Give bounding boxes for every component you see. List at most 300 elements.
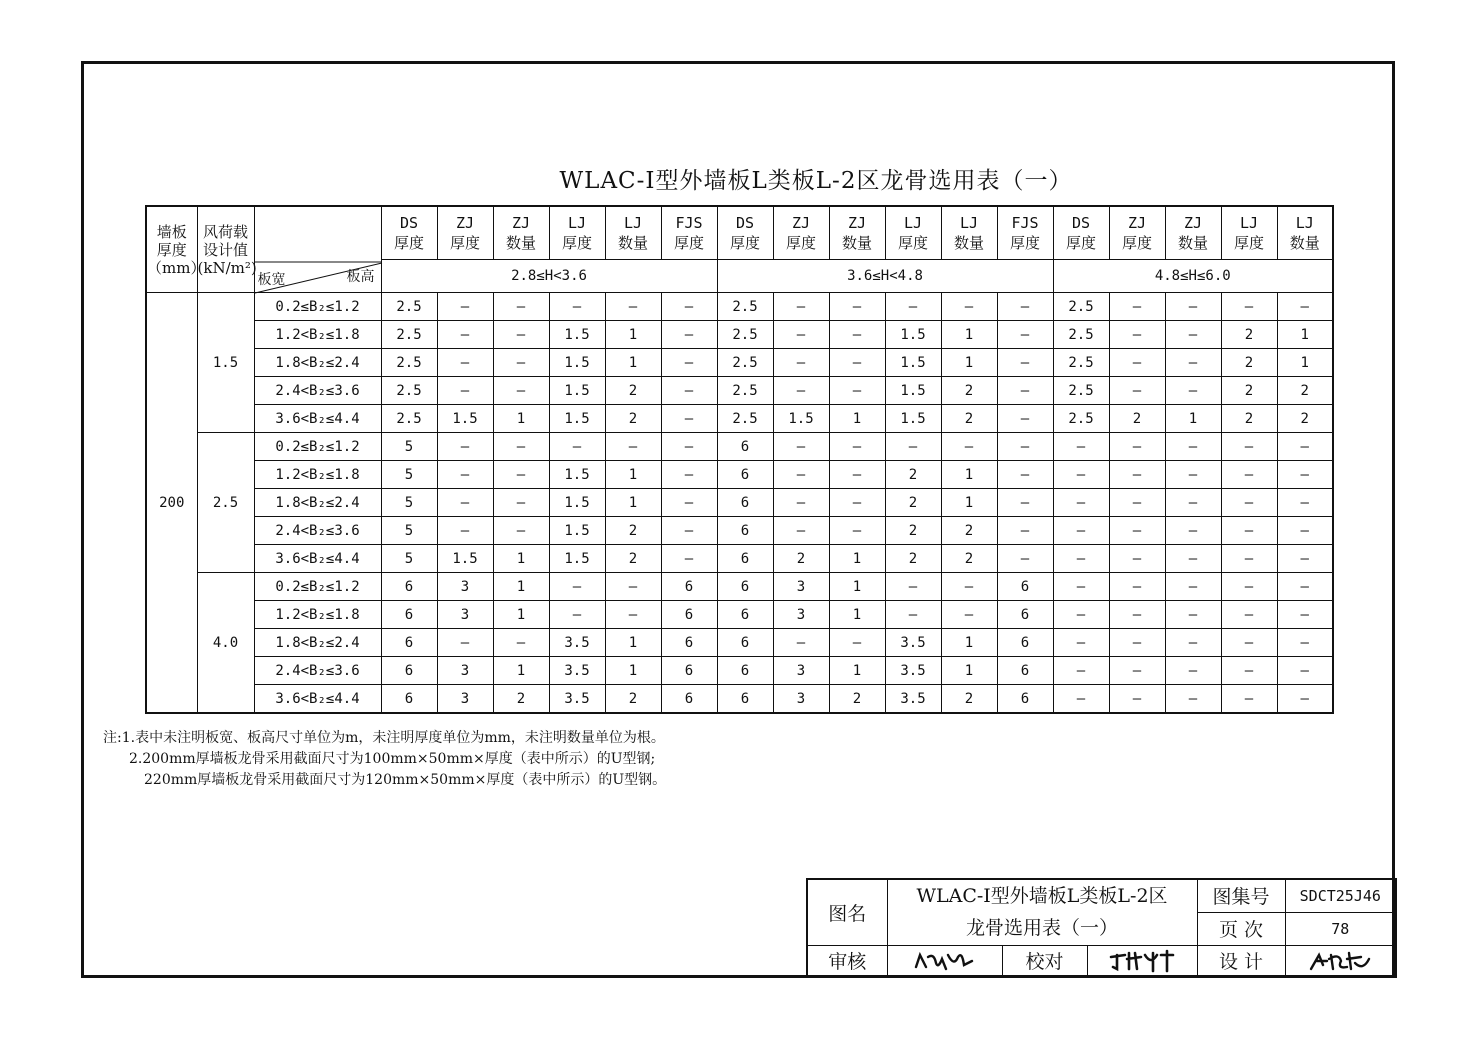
table-cell: 3.5	[885, 657, 941, 685]
column-unit: 数量	[617, 234, 648, 252]
table-cell: —	[661, 517, 717, 545]
table-cell: 2.5	[1053, 377, 1109, 405]
table-cell: —	[829, 377, 885, 405]
table-cell: —	[549, 433, 605, 461]
table-cell: 1.5	[885, 377, 941, 405]
table-cell: 6	[717, 545, 773, 573]
table-cell: —	[941, 433, 997, 461]
table-cell: 2	[1221, 377, 1277, 405]
column-header	[941, 206, 997, 260]
table-cell: 1	[941, 489, 997, 517]
column-unit: 厚度	[1009, 234, 1040, 252]
header-text: 设计值	[202, 240, 248, 259]
table-cell: 1.5	[549, 321, 605, 349]
table-cell: —	[549, 601, 605, 629]
board-width-range: 1.8<B₂≤2.4	[254, 629, 381, 657]
table-row	[146, 685, 1333, 714]
table-cell: —	[773, 461, 829, 489]
table-cell: 3	[437, 685, 493, 714]
column-code: LJ	[959, 214, 979, 232]
table-cell: —	[549, 573, 605, 601]
board-width-range: 0.2≤B₂≤1.2	[254, 433, 381, 461]
table-cell: 1.5	[773, 405, 829, 433]
table-cell: —	[1165, 545, 1221, 573]
column-unit: 数量	[505, 234, 536, 252]
table-cell: 6	[661, 657, 717, 685]
table-row	[146, 489, 1333, 517]
column-code: LJ	[567, 214, 587, 232]
table-cell: 1	[941, 629, 997, 657]
table-cell: —	[829, 293, 885, 321]
table-cell: —	[493, 321, 549, 349]
table-cell: 2	[941, 377, 997, 405]
table-cell: 5	[381, 433, 437, 461]
table-cell: —	[1277, 685, 1333, 714]
table-cell: 1	[829, 405, 885, 433]
table-cell: —	[1221, 461, 1277, 489]
table-cell: —	[773, 489, 829, 517]
board-width-range: 0.2≤B₂≤1.2	[254, 573, 381, 601]
table-cell: —	[829, 321, 885, 349]
table-cell: 1	[493, 545, 549, 573]
table-cell: 5	[381, 517, 437, 545]
table-cell: 6	[381, 685, 437, 714]
table-cell: 2.5	[381, 349, 437, 377]
table-cell: 2.5	[1053, 349, 1109, 377]
table-cell: —	[1109, 573, 1165, 601]
table-cell: —	[997, 489, 1053, 517]
table-cell: 5	[381, 489, 437, 517]
table-cell: —	[773, 629, 829, 657]
table-cell: 1.5	[885, 321, 941, 349]
table-cell: —	[1109, 461, 1165, 489]
table-row	[146, 601, 1333, 629]
board-width-range: 3.6<B₂≤4.4	[254, 685, 381, 714]
table-cell: 6	[717, 489, 773, 517]
table-cell: —	[997, 321, 1053, 349]
table-row	[146, 517, 1333, 545]
table-cell: 6	[661, 629, 717, 657]
table-cell: —	[1277, 601, 1333, 629]
table-cell: 2	[885, 517, 941, 545]
table-cell: 1	[605, 321, 661, 349]
table-cell: 1.5	[885, 405, 941, 433]
table-cell: —	[437, 377, 493, 405]
table-cell: 2	[1221, 349, 1277, 377]
table-cell: 2	[605, 377, 661, 405]
table-cell: —	[829, 433, 885, 461]
table-cell: —	[1221, 573, 1277, 601]
table-cell: 3	[437, 657, 493, 685]
table-cell: 1	[493, 601, 549, 629]
table-cell: —	[829, 489, 885, 517]
title-block	[806, 878, 1397, 978]
table-cell: 2.5	[381, 321, 437, 349]
board-width-range: 1.2<B₂≤1.8	[254, 461, 381, 489]
header-text: (kN/m²)	[197, 258, 257, 277]
review-label: 审核	[807, 945, 887, 977]
column-header	[381, 206, 437, 260]
table-cell: 2.5	[717, 321, 773, 349]
design-label: 设 计	[1197, 945, 1285, 977]
table-cell: 6	[717, 685, 773, 714]
table-cell: 1	[941, 349, 997, 377]
table-cell: —	[1165, 433, 1221, 461]
table-cell: —	[1109, 601, 1165, 629]
table-cell: —	[1221, 517, 1277, 545]
column-code: DS	[1071, 214, 1091, 232]
table-cell: —	[605, 573, 661, 601]
table-cell: —	[773, 293, 829, 321]
table-cell: —	[1165, 573, 1221, 601]
table-cell: —	[1165, 377, 1221, 405]
table-cell: —	[1221, 545, 1277, 573]
table-cell: —	[661, 377, 717, 405]
table-row	[146, 657, 1333, 685]
table-cell: 1	[1277, 349, 1333, 377]
table-cell: —	[997, 461, 1053, 489]
table-cell: —	[493, 461, 549, 489]
page-title: WLAC-Ⅰ型外墙板L类板L-2区龙骨选用表（一）	[559, 168, 1073, 194]
wind-load-value: 2.5	[197, 433, 254, 573]
table-cell: 1	[829, 601, 885, 629]
table-cell: 3	[437, 573, 493, 601]
check-label: 校对	[1002, 945, 1087, 977]
column-code: DS	[735, 214, 755, 232]
column-header	[1053, 206, 1109, 260]
board-width-range: 1.8<B₂≤2.4	[254, 349, 381, 377]
table-cell: 2.5	[1053, 321, 1109, 349]
board-width-range: 0.2≤B₂≤1.2	[254, 293, 381, 321]
table-cell: —	[829, 349, 885, 377]
column-header	[717, 206, 773, 260]
table-cell: —	[437, 349, 493, 377]
table-cell: —	[661, 433, 717, 461]
column-code: FJS	[675, 214, 703, 232]
table-cell: —	[773, 517, 829, 545]
table-cell: 6	[717, 461, 773, 489]
design-signature	[1285, 945, 1396, 977]
table-cell: 2.5	[1053, 293, 1109, 321]
table-cell: —	[1109, 545, 1165, 573]
board-width-range: 2.4<B₂≤3.6	[254, 657, 381, 685]
table-cell: —	[661, 461, 717, 489]
table-cell: —	[1053, 573, 1109, 601]
table-cell: 2	[605, 545, 661, 573]
table-cell: —	[437, 461, 493, 489]
height-range: 4.8≤H≤6.0	[1053, 260, 1333, 293]
table-cell: 6	[717, 601, 773, 629]
column-header	[493, 206, 549, 260]
table-cell: —	[493, 349, 549, 377]
table-cell: —	[493, 489, 549, 517]
table-cell: 1	[605, 461, 661, 489]
table-cell: 2	[885, 545, 941, 573]
table-cell: 3.5	[885, 685, 941, 714]
wall-thickness-value: 200	[146, 293, 197, 714]
header-text: （mm）	[147, 258, 206, 277]
table-row	[146, 349, 1333, 377]
table-cell: —	[437, 433, 493, 461]
table-cell: 6	[381, 573, 437, 601]
table-cell: 1.5	[549, 517, 605, 545]
column-header	[437, 206, 493, 260]
table-cell: 3	[773, 573, 829, 601]
column-code: ZJ	[847, 214, 867, 232]
table-cell: 2	[1221, 321, 1277, 349]
column-unit: 厚度	[1121, 234, 1152, 252]
column-unit: 数量	[1289, 234, 1320, 252]
table-cell: —	[1053, 629, 1109, 657]
table-cell: —	[493, 293, 549, 321]
table-cell: 3	[437, 601, 493, 629]
table-cell: —	[1277, 433, 1333, 461]
table-cell: —	[661, 321, 717, 349]
table-cell: 1	[829, 545, 885, 573]
column-code: LJ	[623, 214, 643, 232]
column-code: ZJ	[791, 214, 811, 232]
table-cell: —	[997, 405, 1053, 433]
table-cell: —	[997, 433, 1053, 461]
table-cell: —	[1053, 489, 1109, 517]
keel-selection-table	[145, 205, 1334, 714]
table-cell: —	[1277, 293, 1333, 321]
table-cell: —	[885, 601, 941, 629]
table-cell: —	[1165, 461, 1221, 489]
column-unit: 厚度	[785, 234, 816, 252]
table-cell: —	[1165, 321, 1221, 349]
table-cell: —	[1277, 573, 1333, 601]
table-cell: —	[1053, 461, 1109, 489]
table-cell: 2.5	[381, 377, 437, 405]
table-cell: —	[1277, 461, 1333, 489]
table-row	[146, 629, 1333, 657]
column-unit: 数量	[1177, 234, 1208, 252]
column-header	[1221, 206, 1277, 260]
drawing-name-label: 图名	[807, 879, 887, 945]
table-cell: 1	[605, 629, 661, 657]
table-cell: —	[773, 321, 829, 349]
table-cell: —	[661, 489, 717, 517]
column-header	[829, 206, 885, 260]
table-cell: 1.5	[549, 461, 605, 489]
table-cell: —	[1109, 517, 1165, 545]
column-code: LJ	[903, 214, 923, 232]
table-cell: —	[493, 377, 549, 405]
table-cell: 6	[997, 685, 1053, 714]
table-cell: 5	[381, 461, 437, 489]
table-row	[146, 461, 1333, 489]
width-height-header	[254, 206, 381, 293]
table-cell: 2	[941, 545, 997, 573]
notes	[103, 728, 666, 791]
table-cell: 2	[773, 545, 829, 573]
table-cell: 3.5	[885, 629, 941, 657]
table-cell: 2	[941, 685, 997, 714]
table-cell: —	[1277, 629, 1333, 657]
table-cell: 6	[997, 629, 1053, 657]
table-cell: 1.5	[549, 489, 605, 517]
column-unit: 厚度	[393, 234, 424, 252]
column-unit: 厚度	[673, 234, 704, 252]
table-cell: 2	[1277, 377, 1333, 405]
table-cell: 1	[829, 657, 885, 685]
table-cell: 1	[493, 405, 549, 433]
table-cell: —	[661, 545, 717, 573]
table-cell: —	[997, 545, 1053, 573]
table-cell: —	[1165, 629, 1221, 657]
table-cell: —	[941, 293, 997, 321]
table-row	[146, 377, 1333, 405]
column-header	[1109, 206, 1165, 260]
table-cell: 3.5	[549, 629, 605, 657]
table-cell: —	[1109, 657, 1165, 685]
column-header	[1165, 206, 1221, 260]
column-code: ZJ	[1183, 214, 1203, 232]
table-cell: 1	[605, 489, 661, 517]
table-cell: —	[437, 629, 493, 657]
board-width-label: 板宽	[257, 272, 286, 288]
table-cell: —	[605, 433, 661, 461]
page-number: 78	[1285, 912, 1396, 945]
table-cell: —	[1165, 293, 1221, 321]
table-cell: 3	[773, 685, 829, 714]
check-signature	[1087, 945, 1197, 977]
table-cell: —	[1053, 433, 1109, 461]
table-cell: —	[829, 517, 885, 545]
table-cell: 6	[661, 573, 717, 601]
table-cell: —	[493, 433, 549, 461]
column-unit: 厚度	[561, 234, 592, 252]
table-cell: —	[1053, 657, 1109, 685]
table-cell: —	[605, 293, 661, 321]
table-cell: 1	[605, 349, 661, 377]
table-cell: —	[493, 629, 549, 657]
table-cell: 3	[773, 657, 829, 685]
table-cell: —	[1165, 657, 1221, 685]
table-cell: 6	[717, 517, 773, 545]
table-cell: —	[1221, 489, 1277, 517]
table-cell: —	[885, 293, 941, 321]
note-1: 注:1.表中未注明板宽、板高尺寸单位为m，未注明厚度单位为mm，未注明数量单位为根。	[103, 730, 665, 746]
table-cell: —	[1109, 293, 1165, 321]
column-code: LJ	[1239, 214, 1259, 232]
table-cell: —	[773, 349, 829, 377]
table-cell: —	[885, 433, 941, 461]
table-cell: —	[1277, 517, 1333, 545]
table-cell: —	[1221, 433, 1277, 461]
board-width-range: 3.6<B₂≤4.4	[254, 545, 381, 573]
column-code: ZJ	[511, 214, 531, 232]
board-height-label: 板高	[346, 269, 375, 285]
table-cell: —	[997, 517, 1053, 545]
table-cell: 2	[1221, 405, 1277, 433]
column-code: ZJ	[1127, 214, 1147, 232]
table-cell: —	[1109, 629, 1165, 657]
table-cell: —	[773, 433, 829, 461]
table-cell: 1	[493, 573, 549, 601]
table-cell: 6	[381, 629, 437, 657]
column-code: LJ	[1295, 214, 1314, 232]
table-cell: 2.5	[381, 293, 437, 321]
column-unit: 厚度	[897, 234, 928, 252]
wind-load-value: 1.5	[197, 293, 254, 433]
table-cell: —	[1221, 293, 1277, 321]
table-cell: 3.5	[549, 685, 605, 714]
table-cell: 2	[605, 405, 661, 433]
table-cell: —	[661, 349, 717, 377]
table-cell: —	[941, 573, 997, 601]
table-cell: —	[437, 293, 493, 321]
table-cell: —	[1053, 545, 1109, 573]
height-range: 2.8≤H<3.6	[381, 260, 717, 293]
table-cell: —	[1277, 545, 1333, 573]
table-cell: —	[773, 377, 829, 405]
table-cell: —	[1277, 657, 1333, 685]
table-cell: 1	[941, 321, 997, 349]
table-cell: —	[829, 629, 885, 657]
drawing-name-line2: 龙骨选用表（一）	[887, 912, 1197, 945]
wall-thickness-header	[146, 206, 206, 293]
height-range: 3.6≤H<4.8	[717, 260, 1053, 293]
table-cell: 3	[773, 601, 829, 629]
table-cell: —	[1165, 685, 1221, 714]
header-text: 风荷载	[202, 222, 248, 241]
column-header	[1277, 206, 1333, 260]
table-row	[146, 293, 1333, 321]
table-cell: 2.5	[1053, 405, 1109, 433]
table-cell: 1	[493, 657, 549, 685]
column-header	[885, 206, 941, 260]
board-width-range: 1.8<B₂≤2.4	[254, 489, 381, 517]
column-header	[605, 206, 661, 260]
table-cell: —	[997, 293, 1053, 321]
column-unit: 数量	[841, 234, 872, 252]
board-width-range: 2.4<B₂≤3.6	[254, 377, 381, 405]
table-cell: —	[437, 489, 493, 517]
table-cell: —	[1109, 489, 1165, 517]
page-label: 页 次	[1197, 912, 1285, 945]
table-cell: —	[1165, 517, 1221, 545]
table-cell: —	[997, 377, 1053, 405]
table-cell: —	[661, 293, 717, 321]
table-cell: 1	[605, 657, 661, 685]
table-cell: —	[1165, 349, 1221, 377]
atlas-number: SDCT25J46	[1285, 879, 1396, 912]
table-cell: 1.5	[437, 545, 493, 573]
wind-load-value: 4.0	[197, 573, 254, 714]
table-cell: —	[1109, 377, 1165, 405]
column-header	[773, 206, 829, 260]
table-cell: 2	[1277, 405, 1333, 433]
board-width-range: 1.2<B₂≤1.8	[254, 601, 381, 629]
table-cell: 1.5	[885, 349, 941, 377]
table-cell: 2	[1109, 405, 1165, 433]
board-width-range: 2.4<B₂≤3.6	[254, 517, 381, 545]
table-cell: 1.5	[549, 545, 605, 573]
table-cell: 1	[941, 461, 997, 489]
table-cell: —	[997, 349, 1053, 377]
table-cell: 3.5	[549, 657, 605, 685]
table-cell: —	[1109, 321, 1165, 349]
review-signature	[887, 945, 1002, 977]
table-cell: —	[1221, 629, 1277, 657]
table-cell: —	[1221, 685, 1277, 714]
table-cell: —	[1165, 601, 1221, 629]
column-code: ZJ	[455, 214, 475, 232]
note-3: 220mm厚墙板龙骨采用截面尺寸为120mm×50mm×厚度（表中所示）的U型钢。	[144, 772, 667, 788]
table-cell: —	[885, 573, 941, 601]
